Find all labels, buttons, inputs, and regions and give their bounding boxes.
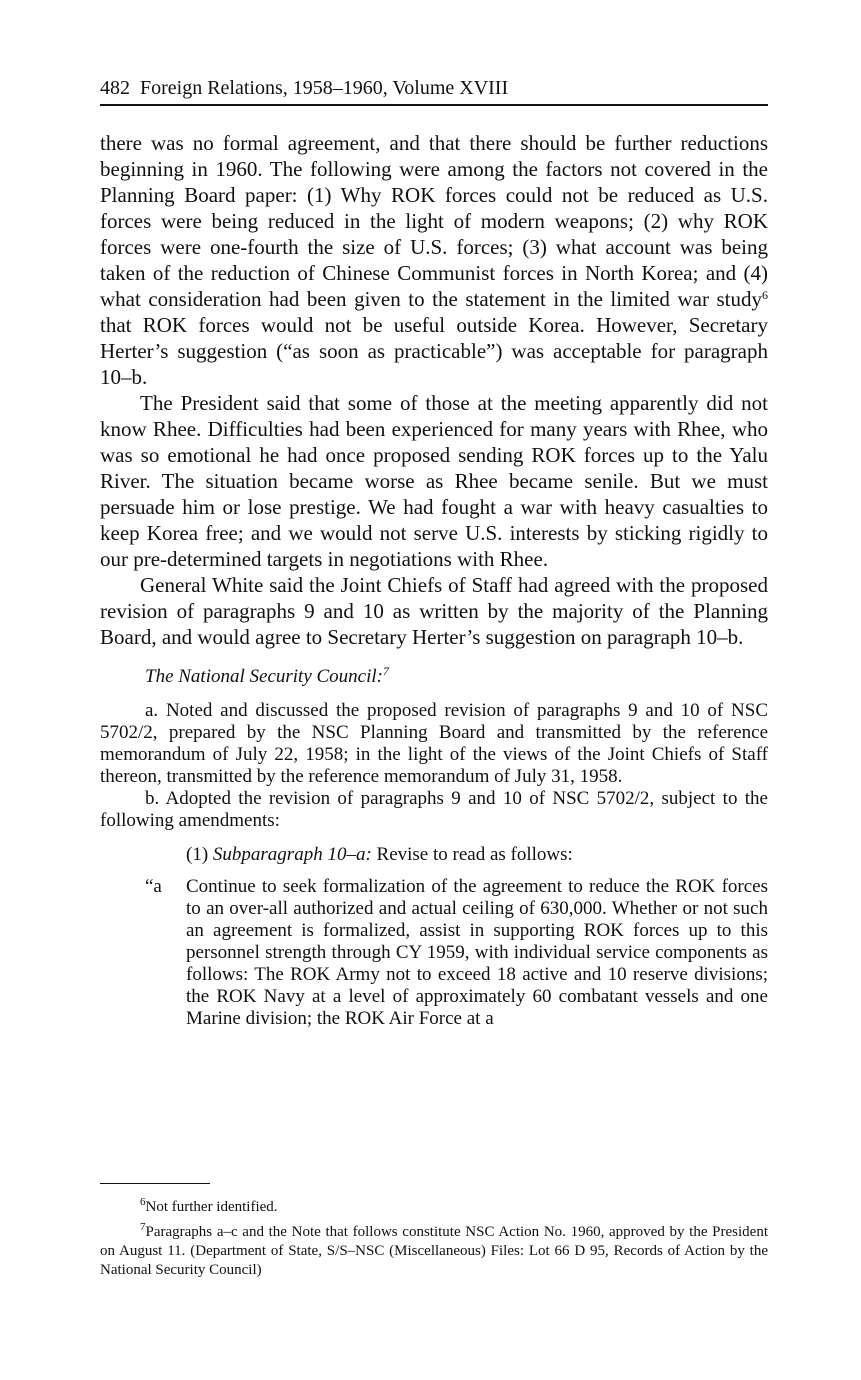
body-text: [100, 130, 768, 650]
amendment-label: Subparagraph 10–a:: [212, 844, 372, 865]
amendment-text: Revise to read as follows:: [376, 844, 573, 865]
quote-text: Continue to seek formalization of the agreement to reduce the ROK forces to an over-all authorized and actual ceiling of 630,000. Whether or not such an agreement is formalized, assist in supporting ROK forces up to this personnel strength through CY 1959, with individual service components as follows: The ROK Army not to exceed 18 active and 10 reserve divisions; the ROK Navy at a level of approximately 60 combatant vessels and one Marine division; the ROK Air Force at a: [186, 876, 768, 1029]
running-head: [100, 76, 768, 106]
action-b: b. Adopted the revision of paragraphs 9 and 10 of NSC 5702/2, subject to the following amendments:: [100, 788, 768, 831]
footnote-mark: 6: [140, 1196, 146, 1208]
council-heading-text: The National Security Council:: [145, 666, 384, 687]
paragraph-2: The President said that some of those at the meeting apparently did not know Rhee. Difficulties had been experienced for many years with Rhee, who was so emotional he had once proposed sending ROK forces up to the Yalu River. The situation became worse as Rhee became senile. But we must persuade him or lose prestige. We had fought a war with heavy casualties to keep Korea free; and we would not serve U.S. interests by sticking rigidly to our pre-determined targets in negotiations with Rhee.: [100, 391, 768, 571]
footnote-ref-7: 7: [383, 664, 390, 678]
paragraph-1-part-b: that ROK forces would not be useful outside Korea. However, Secretary Herter’s suggestion (“as soon as practicable”) was acceptable for paragraph 10–b.: [100, 313, 768, 389]
quote-label: “a: [145, 876, 162, 897]
page-number: 482: [100, 77, 130, 99]
council-heading: [100, 666, 768, 688]
footnote-ref-6: 6: [762, 288, 768, 302]
footnote-mark: 7: [140, 1221, 146, 1233]
paragraph-1-part-a: there was no formal agreement, and that there should be further reductions beginning in 1960. The following were among the factors not covered in the Planning Board paper: (1) Why ROK forces could not be reduced as U.S. forces were being reduced in the light of modern weapons; (2) why ROK forces were one-fourth the size of U.S. forces; (3) what account was being taken of the reduction of Chinese Communist forces in North Korea; and (4) what consideration had been given to the statement in the limited war study: [100, 131, 768, 311]
council-action: [100, 666, 768, 1030]
amendment-number: (1): [186, 844, 209, 865]
page: [100, 76, 768, 1030]
footnote-7: [100, 1223, 768, 1280]
footnote-text: Not further identified.: [145, 1199, 278, 1215]
footnote-rule: [100, 1183, 210, 1184]
footnote-6: [100, 1198, 768, 1217]
action-a: a. Noted and discussed the proposed revision of paragraphs 9 and 10 of NSC 5702/2, prepared by the NSC Planning Board and transmitted by the reference memorandum of July 22, 1958; in the light of the views of the Joint Chiefs of Staff thereon, transmitted by the reference memorandum of July 31, 1958.: [100, 700, 768, 787]
footnotes: [100, 1198, 768, 1286]
amendment-1: [100, 844, 768, 866]
footnote-text: Paragraphs a–c and the Note that follows constitute NSC Action No. 1960, approved by the President on August 11. (Department of State, S/S–NSC (Miscellaneous) Files: Lot 66 D 95, Records of Action by the National Security Council): [100, 1224, 768, 1278]
paragraph-1: [100, 130, 768, 390]
quoted-subparagraph: [100, 876, 768, 1030]
volume-title: Foreign Relations, 1958–1960, Volume XVIII: [140, 77, 509, 99]
paragraph-3: General White said the Joint Chiefs of Staff had agreed with the proposed revision of paragraphs 9 and 10 as written by the majority of the Planning Board, and would agree to Secretary Herter’s suggestion on paragraph 10–b.: [100, 573, 768, 649]
